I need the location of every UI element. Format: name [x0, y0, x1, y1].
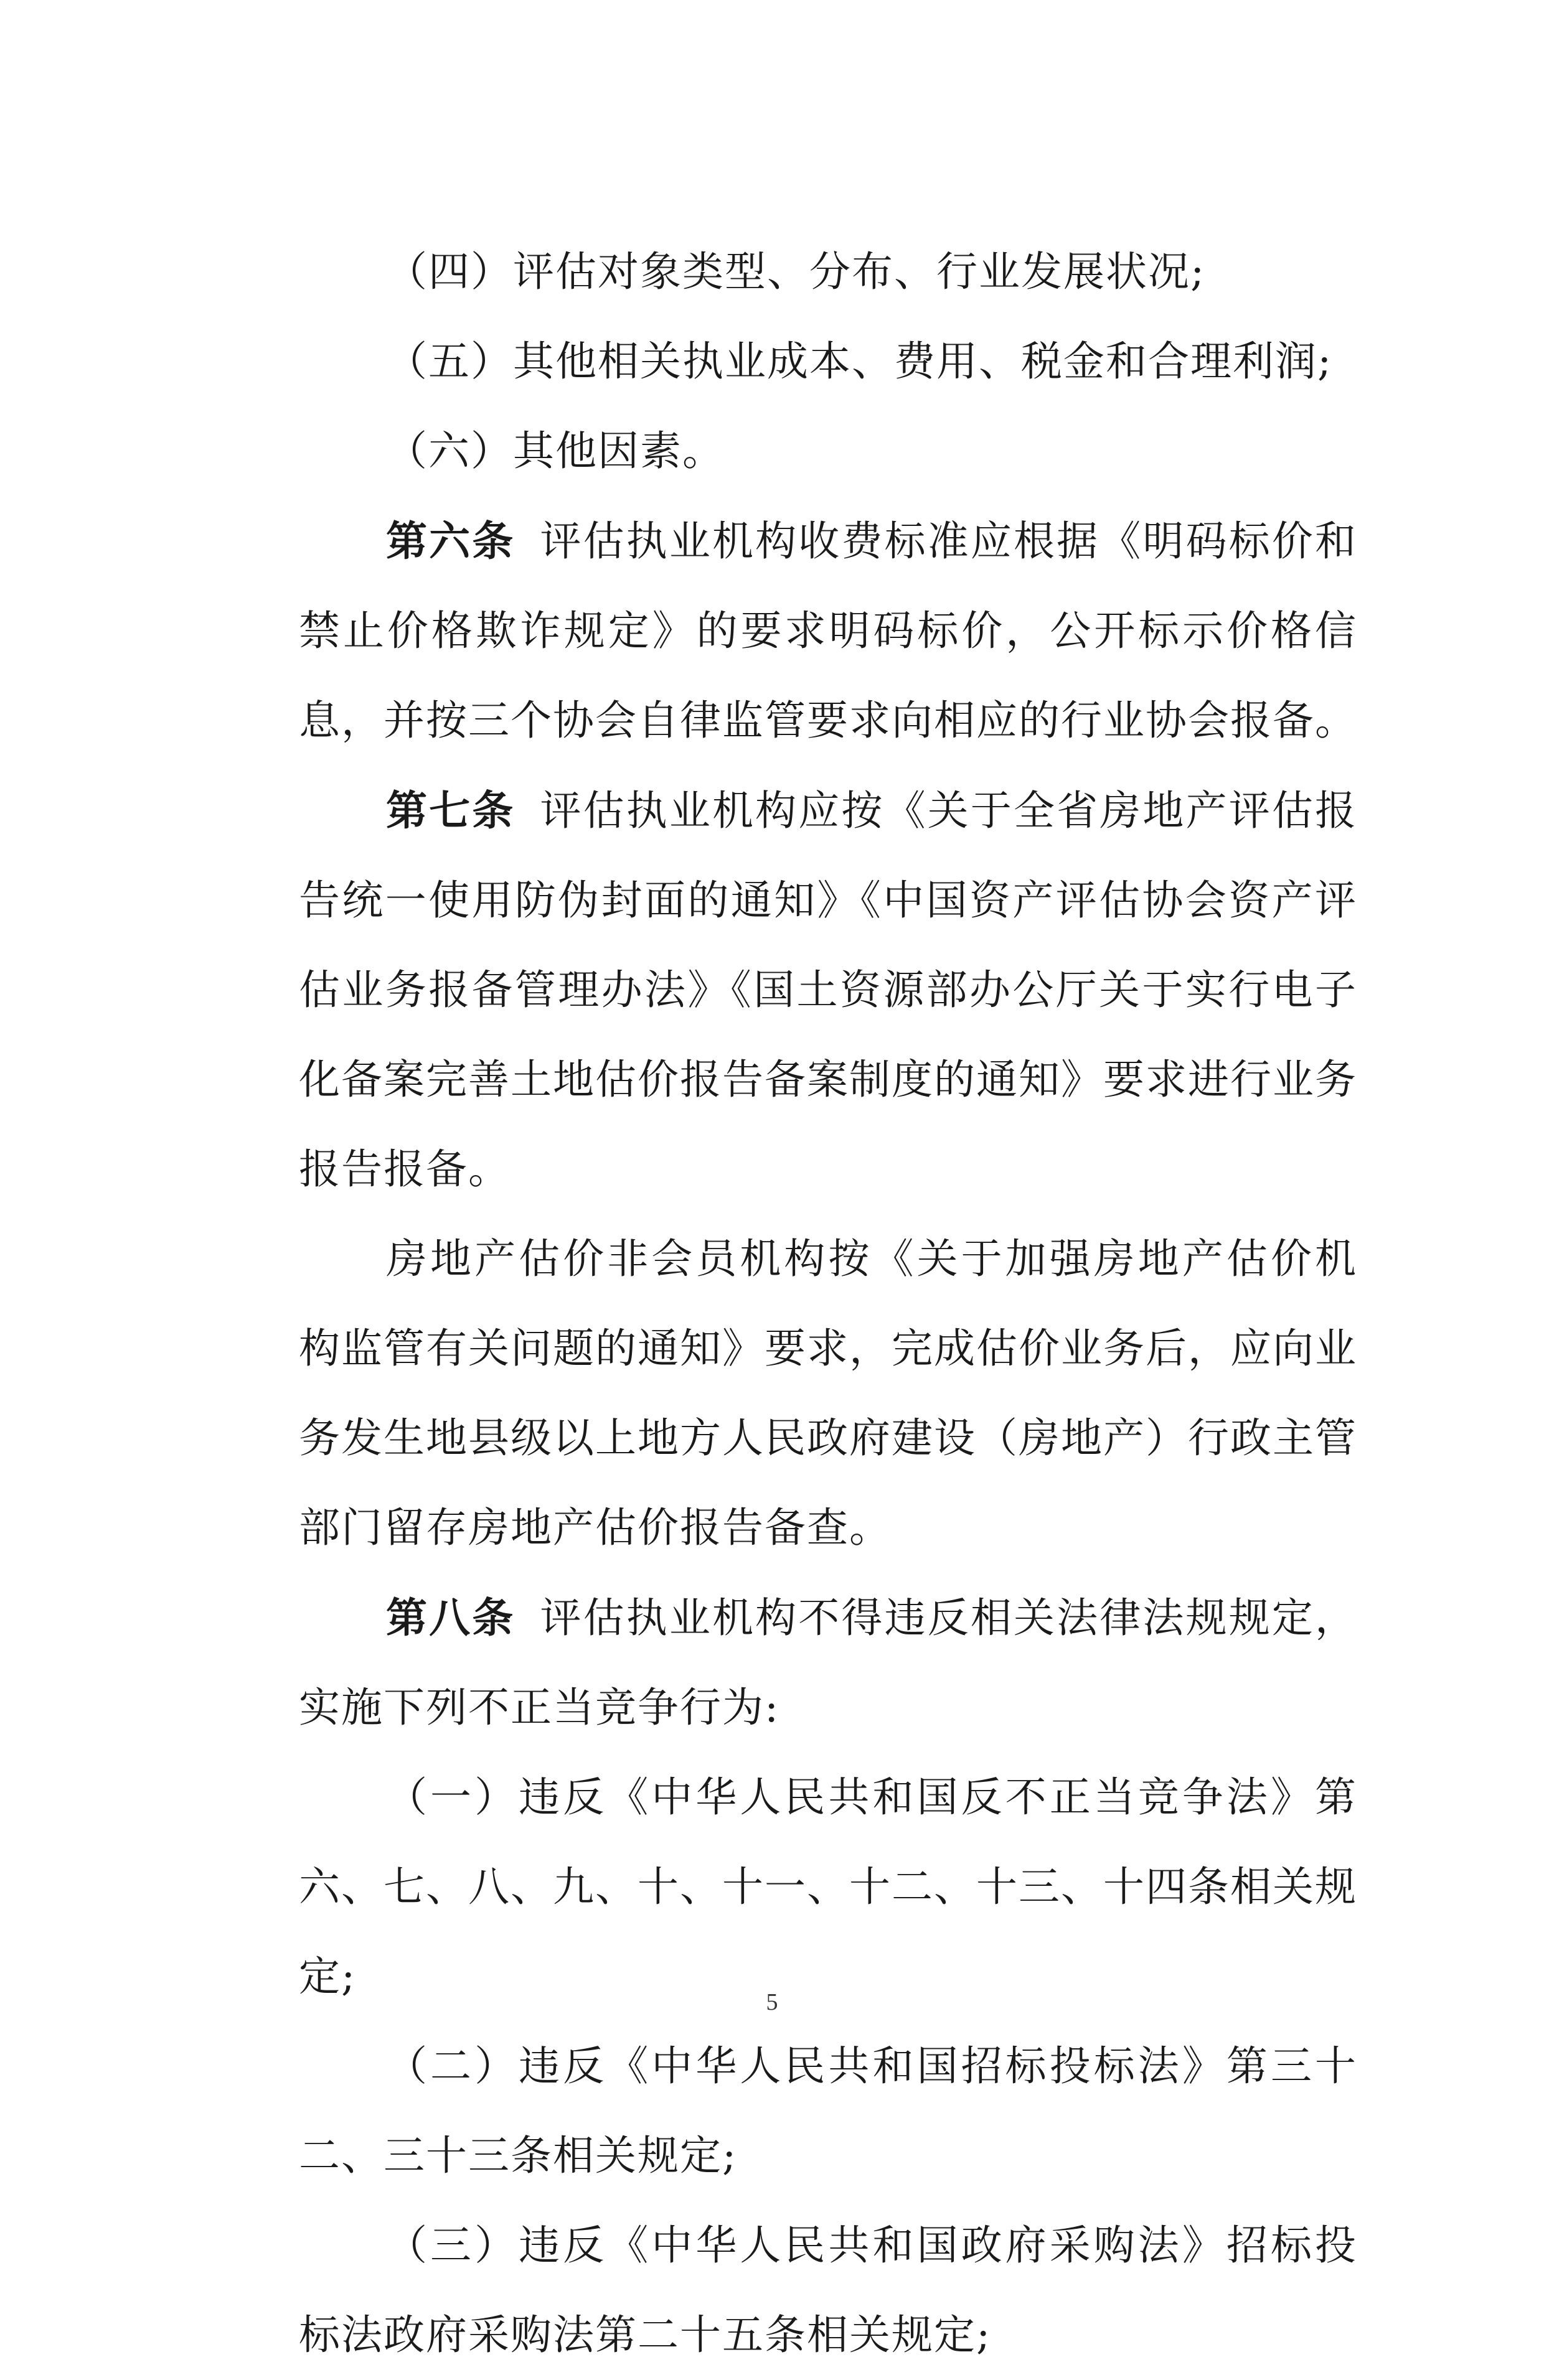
clause-item-3 — [299, 2201, 1357, 2380]
clause-item-5 — [299, 317, 1357, 406]
clause-text: （三）违反《中华人民共和国政府采购法》招标投标法政府采购法第二十五条相关规定; — [299, 2221, 1357, 2359]
article-heading: 第六条 — [386, 517, 515, 565]
clause-item-1 — [299, 1753, 1357, 2022]
clause-item-4 — [299, 227, 1357, 317]
article-7-paragraph-2 — [299, 1214, 1357, 1573]
clause-text: （二）违反《中华人民共和国招标投标法》第三十二、三十三条相关规定; — [299, 2042, 1357, 2180]
article-heading: 第八条 — [386, 1593, 515, 1642]
article-text: 评估执业机构收费标准应根据《明码标价和禁止价格欺诈规定》的要求明码标价，公开标示价格信息，并按三个协会自律监管要求向相应的行业协会报备。 — [299, 517, 1358, 744]
article-heading: 第七条 — [386, 786, 515, 835]
page-number: 5 — [766, 1989, 778, 2015]
clause-text: （一）违反《中华人民共和国反不正当竞争法》第六、七、八、九、十、十一、十二、十三、十四条相关规定; — [299, 1773, 1357, 2000]
body-text — [299, 227, 1357, 2380]
article-8 — [299, 1573, 1357, 1753]
article-7 — [299, 766, 1357, 1214]
clause-text: （五）其他相关执业成本、费用、税金和合理利润; — [386, 337, 1333, 385]
clause-item-6 — [299, 406, 1357, 496]
clause-item-2 — [299, 2022, 1357, 2201]
article-text: 评估执业机构应按《关于全省房地产评估报告统一使用防伪封面的通知》《中国资产评估协会资产评估业务报备管理办法》《国土资源部办公厅关于实行电子化备案完善土地估价报告备案制度的通知》要求进行业务报告报备。 — [299, 787, 1358, 1193]
clause-text: （六）其他因素。 — [386, 427, 725, 475]
article-text: 评估执业机构不得违反相关法律法规规定，实施下列不正当竞争行为: — [299, 1594, 1358, 1731]
clause-text: （四）评估对象类型、分布、行业发展状况; — [386, 248, 1206, 296]
paragraph-text: 房地产估价非会员机构按《关于加强房地产估价机构监管有关问题的通知》要求，完成估价业务后，应向业务发生地县级以上地方人民政府建设（房地产）行政主管部门留存房地产估价报告备查。 — [299, 1235, 1357, 1552]
article-6 — [299, 496, 1357, 766]
